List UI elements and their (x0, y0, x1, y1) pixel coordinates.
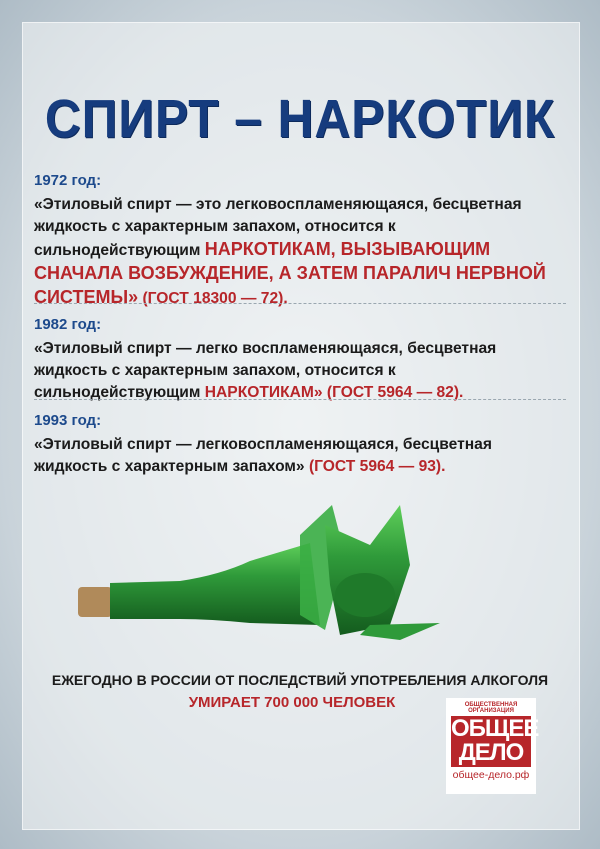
section-year: 1972 год: (34, 172, 102, 189)
logo-mark (451, 715, 539, 767)
bottom-statement: ЕЖЕГОДНО В РОССИИ ОТ ПОСЛЕДСТВИЙ УПОТРЕБЛЕНИЯ АЛКОГОЛЯ (51, 672, 549, 688)
death-statistic: УМИРАЕТ 700 000 ЧЕЛОВЕК (188, 694, 396, 711)
section-highlight: НАРКОТИКАМ, ВЫЗЫВАЮЩИМ СНАЧАЛА ВОЗБУЖДЕНИЕ, А ЗАТЕМ ПАРАЛИЧ НЕРВНОЙ СИСТЕМЫ» (34, 239, 546, 307)
section-highlight: НАРКОТИКАМ» (204, 384, 323, 401)
section-gost: (ГОСТ 18300 — 72). (142, 290, 288, 307)
section-year: 1982 год: (34, 316, 102, 333)
broken-bottle-image (70, 495, 450, 655)
section-1982 (34, 314, 564, 404)
logo-subtitle: ОБЩЕСТВЕННАЯ ОРГАНИЗАЦИЯ (464, 702, 518, 714)
obshchee-delo-logo (446, 698, 539, 794)
section-text: «Этиловый спирт — это легковоспламеняющаяся, бесцветная жидкость с характерным запахом, относится к сильнодействующим (34, 196, 522, 259)
divider (34, 303, 566, 304)
section-1972 (34, 170, 564, 310)
section-text: «Этиловый спирт — легко воспламеняющаяся, бесцветная жидкость с характерным запахом, относится к сильнодействующим (34, 340, 497, 401)
section-gost: (ГОСТ 5964 — 82). (326, 384, 464, 401)
section-year: 1993 год: (34, 412, 102, 429)
logo-url: общее-дело.рф (452, 769, 530, 781)
cork-icon (78, 587, 112, 617)
section-gost: (ГОСТ 5964 — 93). (308, 458, 446, 475)
divider (34, 399, 566, 400)
section-text: «Этиловый спирт — легковоспламеняющаяся, бесцветная жидкость с характерным запахом» (34, 436, 492, 475)
section-1993 (34, 410, 564, 478)
logo-name-line1: ОБЩЕЕ (451, 715, 539, 742)
page-title: СПИРТ – НАРКОТИК (44, 89, 556, 149)
logo-name-line2: ДЕЛО (458, 739, 524, 766)
